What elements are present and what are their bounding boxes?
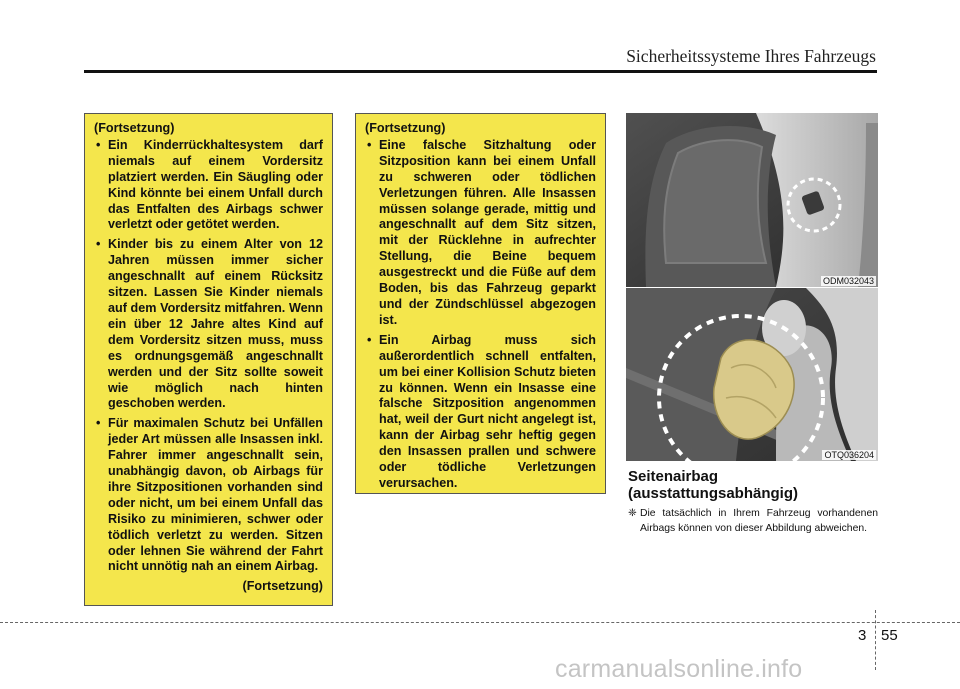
seat-airbag-label-illustration-icon [626, 113, 878, 287]
note-text: Die tatsächlich in Ihrem Fahrzeug vorhandenen Airbags können von dieser Abbildung abweichen. [640, 508, 878, 534]
continued-label-top: (Fortsetzung) [94, 121, 175, 135]
warning-bullet: • Eine falsche Sitzhaltung oder Sitzposition kann bei einem Unfall zu schweren oder tödlichen Verletzungen führen. Alle Insassen müssen solange gerade, mittig und angeschnallt auf dem Sitz sitzen, mit der Rücklehne in aufrechter Stellung, die Beine bequem ausgestreckt und die Füße auf dem Boden, bis das Fahrzeug geparkt und der Zündschlüssel abgezogen ist. [365, 138, 596, 329]
chapter-number: 3 [858, 627, 867, 644]
warning-bullet: • Ein Kinderrückhaltesystem darf niemals auf einem Vordersitz platziert werden. Ein Säugling oder Kind könnte bei einem Unfall durch das Entfalten des Airbags schwer verletzt oder getötet werden. [94, 138, 323, 233]
page-number: 55 [881, 627, 898, 644]
continued-label-bottom: (Fortsetzung) [242, 579, 323, 594]
warning-bullet: • Ein Airbag muss sich außerordentlich schnell entfalten, um bei einer Kollision Schutz bieten zu können. Wenn ein Insasse eine falsche Sitzposition angenommen hat, weil der Gurt nicht angelegt ist, kann der Airbag sehr heftig gegen den Insassen prallen und schwere oder tödliche Verletzungen verursachen. [365, 333, 596, 492]
side-airbag-deployment-figure [626, 288, 878, 461]
section-title: Seitenairbag (ausstattungsabhängig) [628, 468, 799, 502]
continued-label-top: (Fortsetzung) [365, 121, 446, 135]
warning-box-middle [355, 113, 606, 494]
figure-code: OTQ036204 [824, 450, 874, 460]
note-symbol: ❈ [628, 508, 637, 519]
warning-bullet: • Für maximalen Schutz bei Unfällen jeder Art müssen alle Insassen inkl. Fahrer immer angeschnallt sein, unabhängig davon, ob Airbags für ihre Sitzpositionen vorhanden sind oder nicht, um bei einem Unfall das Risiko zu minimieren, schwer oder tödlich verletzt zu werden. Sitzen oder lehnen Sie während der Fahrt nicht unnötig nah an einem Airbag. [94, 416, 323, 575]
side-airbag-deployment-illustration-icon [626, 288, 878, 461]
header-title: Sicherheitssysteme Ihres Fahrzeugs [626, 46, 876, 66]
footer-dashed-rule [0, 622, 960, 623]
footer-dashed-separator [875, 610, 876, 670]
seat-airbag-label-figure [626, 113, 878, 287]
watermark: carmanualsonline.info [555, 655, 803, 683]
warning-box-left [84, 113, 333, 606]
figure-code: ODM032043 [822, 276, 874, 286]
warning-bullet: • Kinder bis zu einem Alter von 12 Jahren müssen immer sicher angeschnallt auf einem Rücksitz sitzen. Lassen Sie Kinder niemals auf dem Vordersitz mitfahren. Wenn ein über 12 Jahre altes Kind auf dem Vordersitz sitzen muss, muss es ordnungsgemäß angeschnallt werden und der Sitz sollte soweit wie möglich nach hinten geschoben werden. [94, 237, 323, 412]
figure-note [628, 506, 878, 536]
header-rule [84, 70, 877, 73]
